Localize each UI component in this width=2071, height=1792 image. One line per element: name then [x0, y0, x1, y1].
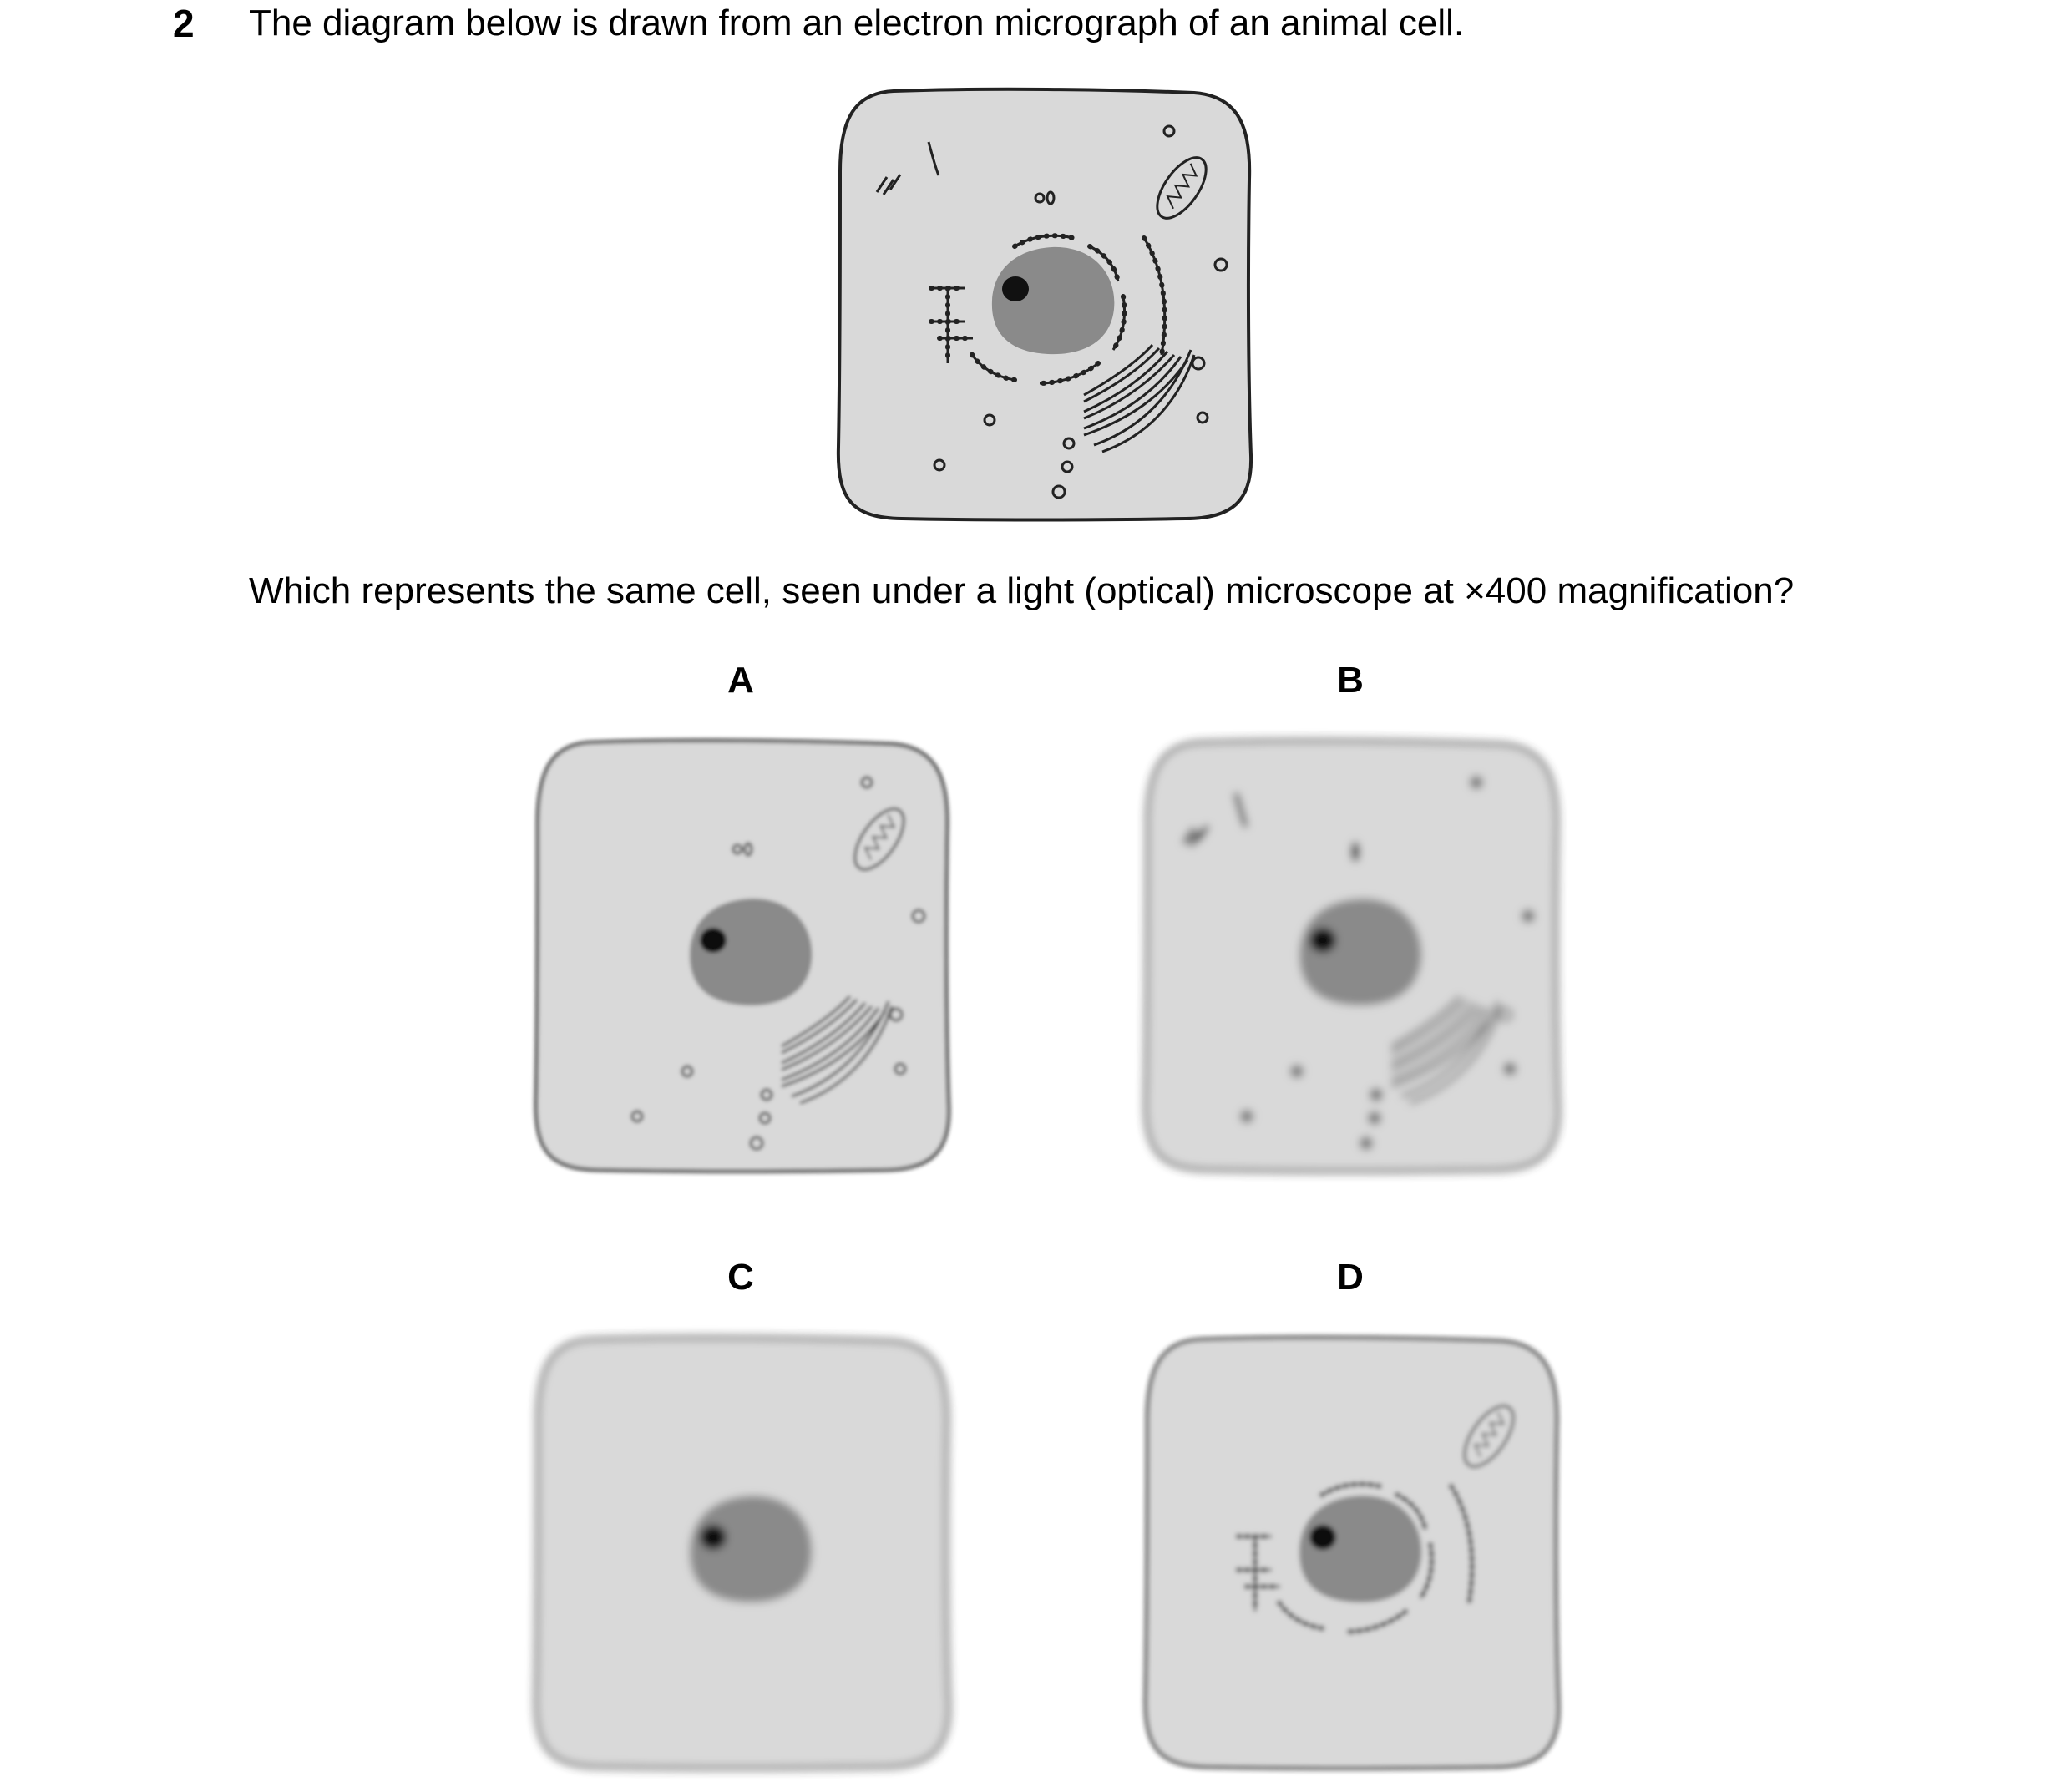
option-c-label[interactable]: C	[727, 1257, 754, 1298]
question-text: The diagram below is drawn from an electron micrograph of an animal cell.	[249, 3, 1465, 43]
option-b-cell[interactable]	[1138, 739, 1564, 1173]
option-a-cell[interactable]	[529, 739, 954, 1173]
option-b-label[interactable]: B	[1337, 660, 1364, 701]
option-a-label[interactable]: A	[727, 660, 754, 701]
option-c-cell[interactable]	[529, 1336, 954, 1770]
question-prompt: Which represents the same cell, seen under a light (optical) microscope at ×400 magnification?	[249, 570, 1795, 611]
option-d-label[interactable]: D	[1337, 1257, 1364, 1298]
question-number: 2	[173, 2, 195, 45]
electron-micrograph-cell	[831, 88, 1257, 522]
option-d-cell[interactable]	[1138, 1336, 1564, 1770]
